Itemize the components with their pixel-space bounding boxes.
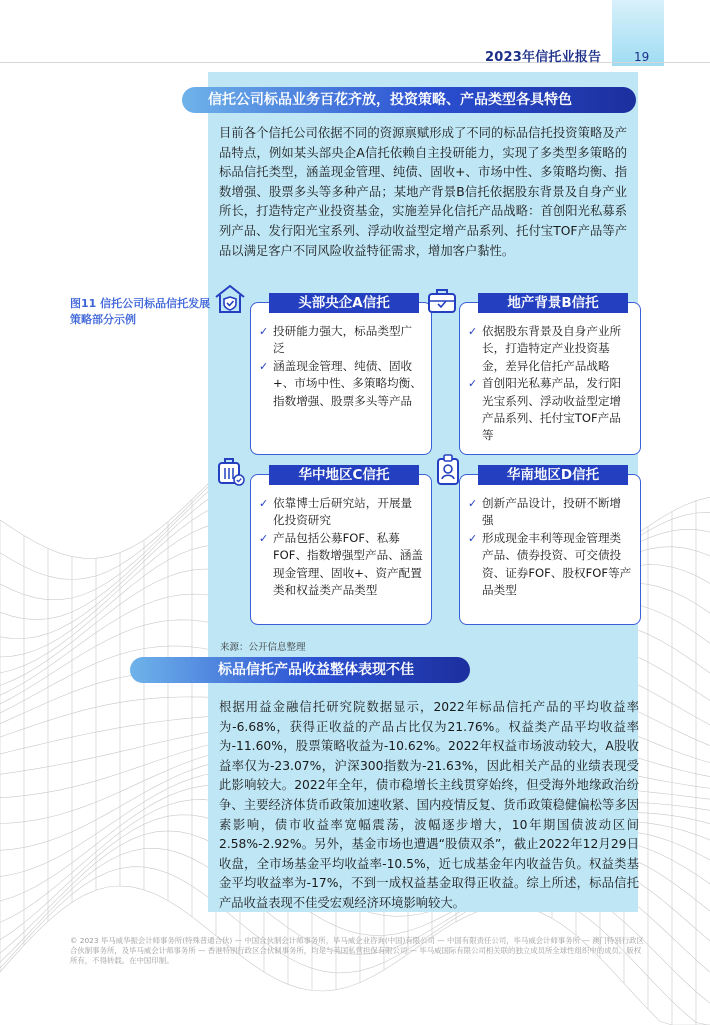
card-title: 华中地区C信托 (269, 465, 419, 485)
figure-source: 来源：公开信息整理 (220, 642, 306, 653)
house-shield-icon (213, 282, 247, 316)
section-paragraph-2: 根据用益金融信托研究院数据显示，2022年标品信托产品的平均收益率为-6.68%，获得正收益的产品占比仅为21.76%。权益类产品平均收益率为-11.60%，股票策略收益为-10.62%。2022年权益市场波动较大，A股收益率仅为-23.07%，沪深300指数为-21.63%，因此相关产品的业绩表现受此影响较大。2022年全年，债市稳增长主线贯穿始终，但受海外地缘政治纷争、主要经济体货币政策加速收紧、国内疫情反复、货币政策稳健偏松等多因素影响，债市收益率宽幅震荡，波幅逐步增大，10年期国债波动区间2.58%-2.92%。另外，基金市场也遭遇“股债双杀”，截止2022年12月29日收盘，全市场基金平均收益率-10.5%，近七成基金年内收益告负。权益类基金平均收益率为-17%，不到一成权益基金取得正收益。综上所述，标品信托产品收益表现不佳受宏观经济环境影响较大。 (219, 700, 639, 910)
strategy-card-c (250, 467, 432, 625)
strategy-card-d (459, 467, 641, 625)
figure-title: 图11 信托公司标品信托发展策略部分示例 (70, 297, 211, 326)
strategy-card-a (250, 295, 432, 455)
list-item: ✓ 涵盖现金管理、纯债、固收+、市场中性、多策略均衡、指数增强、股票多头等产品 (259, 358, 422, 408)
page-number: 19 (634, 50, 650, 64)
luggage-icon (213, 454, 247, 488)
briefcase-icon (425, 284, 459, 318)
list-item: ✓ 依靠博士后研究站，开展量化投资研究 (259, 496, 413, 528)
list-item: ✓ 形成现金丰利等现金管理类产品、债券投资、可交债投资、证券FOF、股权FOF等产品类型 (468, 530, 632, 598)
strategy-card-b (459, 295, 641, 455)
card-title: 头部央企A信托 (269, 293, 419, 313)
section-paragraph-1: 目前各个信托公司依据不同的资源禀赋形成了不同的标品信托投资策略及产品特点，例如某头部央企A信托依赖自主投研能力，实现了多类型多策略的标品信托类型，涵盖现金管理、纯债、固收+、市场中性、多策略均衡、指数增强、股票多头等多种产品；某地产背景B信托依据股东背景及自身产业所长，打造特定产业投资基金，实施差异化信托产品战略：首创阳光私募系列产品、发行阳光宝系列、浮动收益型定增产品系列、托付宝TOF产品等产品以满足客户不同风险收益特征需求，增加客户黏性。 (219, 126, 627, 258)
list-item: ✓ 产品包括公募FOF、私募FOF、指数增强型产品、涵盖现金管理、固收+、资产配置类和权益类产品类型 (259, 530, 423, 598)
id-badge-icon (431, 452, 465, 486)
report-title: 2023年信托业报告 (485, 50, 602, 65)
copyright-footer: © 2023 毕马威华振会计师事务所(特殊普通合伙) — 中国合伙制会计师事务所，毕马威企业咨询(中国)有限公司 — 中国有限责任公司，毕马威会计师事务所 — 澳门特别行政区合伙制事务所，及毕马威会计师事务所 — 香港特别行政区合伙制事务所，均是与英国私营担保有限公司 — 毕马威国际有限公司相关联的独立成员所全球性组织中的成员。版权所有，不得转载。在中国印制。 (70, 936, 644, 965)
card-title: 地产背景B信托 (478, 293, 628, 313)
section-heading-2: 标品信托产品收益整体表现不佳 (130, 657, 470, 683)
section-heading-1: 信托公司标品业务百花齐放，投资策略、产品类型各具特色 (182, 87, 636, 113)
header-divider (0, 62, 710, 63)
list-item: ✓ 创新产品设计，投研不断增强 (468, 496, 622, 528)
list-item: ✓ 首创阳光私募产品，发行阳光宝系列、浮动收益型定增产品系列、托付宝TOF产品等 (468, 376, 622, 443)
list-item: ✓ 依据股东背景及自身产业所长，打造特定产业投资基金，差异化信托产品战略 (468, 324, 622, 373)
list-item: ✓ 投研能力强大，标品类型广泛 (259, 324, 413, 356)
card-title: 华南地区D信托 (478, 465, 628, 485)
